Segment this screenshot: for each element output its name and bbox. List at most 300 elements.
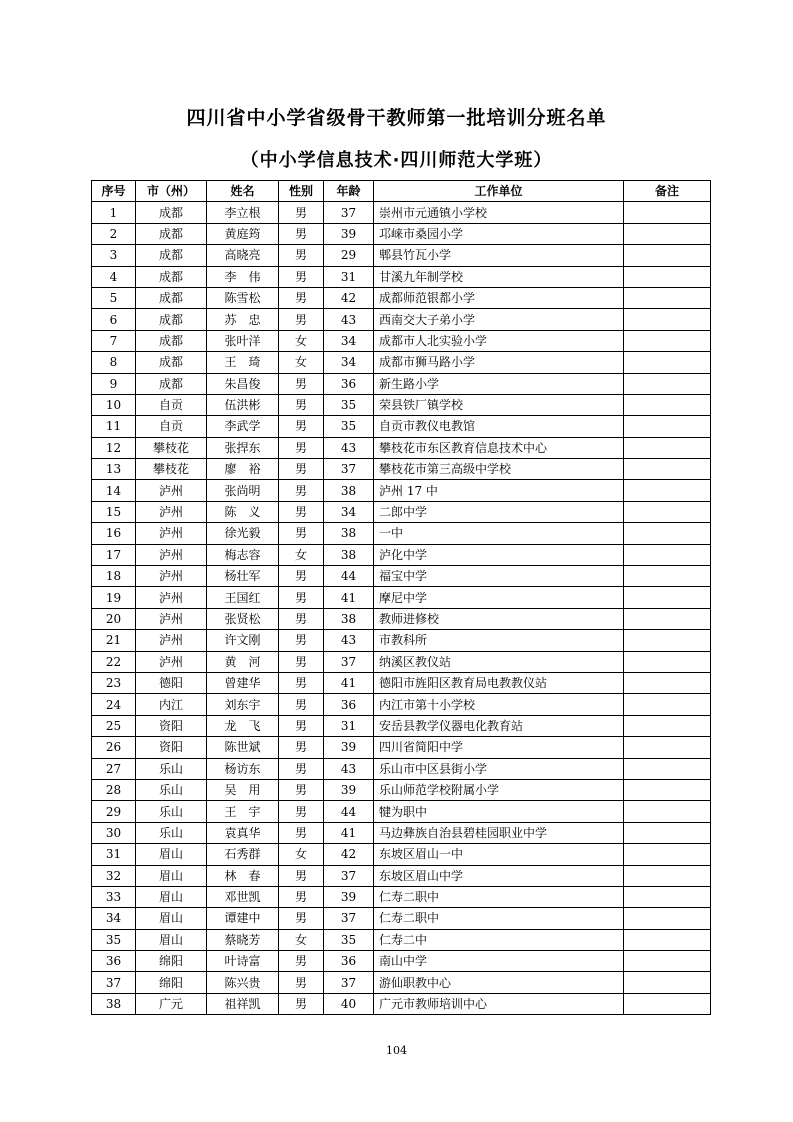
cell-name: 许文刚 [207, 630, 279, 651]
cell-name: 朱昌俊 [207, 373, 279, 394]
table-row [92, 758, 711, 779]
cell-workplace: 福宝中学 [374, 566, 624, 587]
cell-city: 乐山 [136, 822, 207, 843]
cell-index: 1 [92, 202, 136, 223]
cell-age: 44 [324, 801, 374, 822]
cell-gender: 男 [279, 758, 324, 779]
cell-city: 成都 [136, 202, 207, 223]
cell-index: 2 [92, 223, 136, 244]
cell-city: 泸州 [136, 608, 207, 629]
cell-name: 林 春 [207, 865, 279, 886]
cell-age: 40 [324, 993, 374, 1014]
table-row [92, 951, 711, 972]
cell-remarks [624, 822, 711, 843]
cell-gender: 男 [279, 437, 324, 458]
table-row [92, 929, 711, 950]
cell-remarks [624, 523, 711, 544]
page-title: 四川省中小学省级骨干教师第一批培训分班名单 [186, 107, 607, 129]
cell-index: 36 [92, 951, 136, 972]
cell-gender: 男 [279, 459, 324, 480]
cell-workplace: 乐山市中区县街小学 [374, 758, 624, 779]
cell-city: 眉山 [136, 865, 207, 886]
table-row [92, 844, 711, 865]
cell-age: 39 [324, 737, 374, 758]
cell-workplace: 攀枝花市第三高级中学校 [374, 459, 624, 480]
cell-remarks [624, 416, 711, 437]
cell-gender: 男 [279, 822, 324, 843]
cell-remarks [624, 309, 711, 330]
cell-gender: 男 [279, 608, 324, 629]
cell-remarks [624, 929, 711, 950]
cell-index: 21 [92, 630, 136, 651]
table-row [92, 587, 711, 608]
cell-age: 39 [324, 223, 374, 244]
cell-age: 38 [324, 523, 374, 544]
cell-gender: 男 [279, 480, 324, 501]
cell-age: 41 [324, 587, 374, 608]
cell-index: 8 [92, 352, 136, 373]
cell-gender: 女 [279, 929, 324, 950]
cell-name: 李武学 [207, 416, 279, 437]
cell-age: 41 [324, 672, 374, 693]
cell-gender: 男 [279, 886, 324, 907]
cell-age: 44 [324, 566, 374, 587]
cell-age: 39 [324, 779, 374, 800]
cell-remarks [624, 373, 711, 394]
cell-city: 泸州 [136, 630, 207, 651]
cell-index: 15 [92, 501, 136, 522]
cell-gender: 男 [279, 501, 324, 522]
cell-gender: 男 [279, 309, 324, 330]
cell-name: 苏 忠 [207, 309, 279, 330]
cell-remarks [624, 651, 711, 672]
cell-name: 王国红 [207, 587, 279, 608]
roster-table [91, 180, 711, 1015]
table-row [92, 330, 711, 351]
cell-city: 眉山 [136, 929, 207, 950]
cell-remarks [624, 993, 711, 1014]
cell-remarks [624, 779, 711, 800]
cell-city: 乐山 [136, 779, 207, 800]
cell-city: 泸州 [136, 587, 207, 608]
cell-gender: 男 [279, 993, 324, 1014]
cell-gender: 男 [279, 737, 324, 758]
table-row [92, 822, 711, 843]
cell-workplace: 成都师范银都小学 [374, 287, 624, 308]
cell-index: 7 [92, 330, 136, 351]
cell-name: 张尚明 [207, 480, 279, 501]
cell-index: 9 [92, 373, 136, 394]
cell-index: 37 [92, 972, 136, 993]
cell-name: 黄庭筠 [207, 223, 279, 244]
cell-workplace: 马边彝族自治县碧桂园职业中学 [374, 822, 624, 843]
cell-gender: 男 [279, 245, 324, 266]
table-row [92, 394, 711, 415]
cell-gender: 男 [279, 202, 324, 223]
cell-remarks [624, 266, 711, 287]
cell-age: 38 [324, 480, 374, 501]
cell-gender: 男 [279, 801, 324, 822]
cell-workplace: 崇州市元通镇小学校 [374, 202, 624, 223]
table-row [92, 287, 711, 308]
cell-name: 张捍东 [207, 437, 279, 458]
cell-workplace: 游仙职教中心 [374, 972, 624, 993]
cell-remarks [624, 544, 711, 565]
cell-workplace: 摩尼中学 [374, 587, 624, 608]
cell-age: 38 [324, 608, 374, 629]
table-header-row [92, 181, 711, 202]
cell-gender: 女 [279, 544, 324, 565]
cell-age: 43 [324, 309, 374, 330]
cell-index: 23 [92, 672, 136, 693]
cell-index: 19 [92, 587, 136, 608]
cell-workplace: 教师进修校 [374, 608, 624, 629]
cell-gender: 男 [279, 394, 324, 415]
table-row [92, 908, 711, 929]
cell-workplace: 仁寿二职中 [374, 886, 624, 907]
column-header-name: 姓名 [207, 181, 279, 202]
table-row [92, 630, 711, 651]
cell-remarks [624, 330, 711, 351]
cell-age: 29 [324, 245, 374, 266]
cell-remarks [624, 202, 711, 223]
column-header-index: 序号 [92, 181, 136, 202]
cell-index: 22 [92, 651, 136, 672]
table-row [92, 651, 711, 672]
cell-age: 39 [324, 886, 374, 907]
cell-gender: 男 [279, 373, 324, 394]
cell-age: 31 [324, 715, 374, 736]
cell-city: 成都 [136, 266, 207, 287]
cell-city: 成都 [136, 245, 207, 266]
cell-name: 张贤松 [207, 608, 279, 629]
cell-index: 16 [92, 523, 136, 544]
table-row [92, 672, 711, 693]
cell-age: 37 [324, 865, 374, 886]
cell-index: 11 [92, 416, 136, 437]
cell-gender: 男 [279, 523, 324, 544]
cell-city: 攀枝花 [136, 437, 207, 458]
table-row [92, 715, 711, 736]
cell-gender: 女 [279, 352, 324, 373]
cell-gender: 男 [279, 287, 324, 308]
cell-name: 龙 飞 [207, 715, 279, 736]
cell-remarks [624, 566, 711, 587]
cell-name: 蔡晓芳 [207, 929, 279, 950]
table-row [92, 373, 711, 394]
cell-remarks [624, 758, 711, 779]
cell-name: 伍洪彬 [207, 394, 279, 415]
cell-city: 成都 [136, 309, 207, 330]
cell-gender: 男 [279, 566, 324, 587]
cell-remarks [624, 844, 711, 865]
cell-remarks [624, 951, 711, 972]
cell-workplace: 自贡市教仪电教馆 [374, 416, 624, 437]
cell-remarks [624, 672, 711, 693]
cell-name: 石秀群 [207, 844, 279, 865]
table-row [92, 416, 711, 437]
cell-age: 38 [324, 544, 374, 565]
cell-age: 43 [324, 437, 374, 458]
page-number: 104 [386, 1044, 407, 1057]
cell-city: 自贡 [136, 394, 207, 415]
cell-age: 36 [324, 694, 374, 715]
table-row [92, 865, 711, 886]
cell-index: 18 [92, 566, 136, 587]
cell-workplace: 犍为职中 [374, 801, 624, 822]
cell-index: 28 [92, 779, 136, 800]
cell-name: 邓世凯 [207, 886, 279, 907]
cell-remarks [624, 352, 711, 373]
column-header-workplace: 工作单位 [374, 181, 624, 202]
cell-remarks [624, 608, 711, 629]
cell-index: 3 [92, 245, 136, 266]
cell-workplace: 纳溪区教仪站 [374, 651, 624, 672]
cell-age: 34 [324, 352, 374, 373]
cell-remarks [624, 972, 711, 993]
cell-gender: 女 [279, 330, 324, 351]
table-row [92, 245, 711, 266]
cell-city: 自贡 [136, 416, 207, 437]
table-row [92, 608, 711, 629]
cell-name: 陈 义 [207, 501, 279, 522]
cell-city: 泸州 [136, 523, 207, 544]
table-row [92, 993, 711, 1014]
cell-workplace: 东坡区眉山一中 [374, 844, 624, 865]
cell-remarks [624, 501, 711, 522]
cell-workplace: 广元市教师培训中心 [374, 993, 624, 1014]
cell-city: 眉山 [136, 844, 207, 865]
table-row [92, 459, 711, 480]
cell-name: 黄 河 [207, 651, 279, 672]
cell-age: 37 [324, 972, 374, 993]
cell-city: 攀枝花 [136, 459, 207, 480]
cell-age: 36 [324, 951, 374, 972]
cell-name: 袁真华 [207, 822, 279, 843]
cell-index: 14 [92, 480, 136, 501]
cell-workplace: 四川省简阳中学 [374, 737, 624, 758]
cell-city: 成都 [136, 330, 207, 351]
cell-age: 43 [324, 630, 374, 651]
cell-name: 张叶洋 [207, 330, 279, 351]
cell-workplace: 内江市第十小学校 [374, 694, 624, 715]
cell-city: 乐山 [136, 758, 207, 779]
cell-name: 梅志容 [207, 544, 279, 565]
table-row [92, 352, 711, 373]
cell-gender: 男 [279, 651, 324, 672]
table-row [92, 480, 711, 501]
cell-index: 33 [92, 886, 136, 907]
cell-workplace: 仁寿二职中 [374, 908, 624, 929]
cell-city: 泸州 [136, 651, 207, 672]
cell-age: 41 [324, 822, 374, 843]
cell-name: 陈世斌 [207, 737, 279, 758]
cell-remarks [624, 480, 711, 501]
cell-index: 5 [92, 287, 136, 308]
cell-age: 37 [324, 202, 374, 223]
cell-gender: 男 [279, 972, 324, 993]
table-row [92, 544, 711, 565]
table-body [92, 202, 711, 1015]
cell-workplace: 乐山师范学校附属小学 [374, 779, 624, 800]
cell-city: 广元 [136, 993, 207, 1014]
cell-remarks [624, 737, 711, 758]
cell-city: 眉山 [136, 908, 207, 929]
cell-workplace: 市教科所 [374, 630, 624, 651]
cell-age: 34 [324, 501, 374, 522]
cell-age: 35 [324, 416, 374, 437]
cell-city: 绵阳 [136, 951, 207, 972]
cell-index: 34 [92, 908, 136, 929]
cell-gender: 男 [279, 951, 324, 972]
cell-name: 吴 用 [207, 779, 279, 800]
cell-gender: 男 [279, 416, 324, 437]
cell-gender: 男 [279, 587, 324, 608]
cell-name: 廖 裕 [207, 459, 279, 480]
cell-gender: 男 [279, 630, 324, 651]
cell-name: 叶诗富 [207, 951, 279, 972]
cell-index: 12 [92, 437, 136, 458]
table-row [92, 566, 711, 587]
cell-city: 资阳 [136, 715, 207, 736]
cell-remarks [624, 245, 711, 266]
table-row [92, 779, 711, 800]
cell-workplace: 南山中学 [374, 951, 624, 972]
cell-age: 37 [324, 651, 374, 672]
cell-workplace: 泸化中学 [374, 544, 624, 565]
table-row [92, 266, 711, 287]
cell-age: 37 [324, 459, 374, 480]
cell-city: 成都 [136, 223, 207, 244]
cell-index: 20 [92, 608, 136, 629]
cell-city: 泸州 [136, 480, 207, 501]
cell-workplace: 二郎中学 [374, 501, 624, 522]
cell-index: 10 [92, 394, 136, 415]
cell-name: 王 琦 [207, 352, 279, 373]
cell-age: 43 [324, 758, 374, 779]
cell-workplace: 攀枝花市东区教育信息技术中心 [374, 437, 624, 458]
cell-age: 31 [324, 266, 374, 287]
cell-name: 李立根 [207, 202, 279, 223]
cell-workplace: 泸州 17 中 [374, 480, 624, 501]
cell-name: 杨访东 [207, 758, 279, 779]
cell-remarks [624, 801, 711, 822]
cell-gender: 男 [279, 715, 324, 736]
cell-gender: 男 [279, 672, 324, 693]
cell-remarks [624, 908, 711, 929]
cell-city: 德阳 [136, 672, 207, 693]
cell-age: 42 [324, 844, 374, 865]
cell-name: 李 伟 [207, 266, 279, 287]
cell-gender: 男 [279, 865, 324, 886]
cell-index: 17 [92, 544, 136, 565]
cell-remarks [624, 587, 711, 608]
cell-age: 36 [324, 373, 374, 394]
cell-workplace: 邛崃市桑园小学 [374, 223, 624, 244]
cell-gender: 男 [279, 223, 324, 244]
cell-workplace: 郫县竹瓦小学 [374, 245, 624, 266]
cell-workplace: 甘溪九年制学校 [374, 266, 624, 287]
cell-remarks [624, 223, 711, 244]
cell-age: 37 [324, 908, 374, 929]
cell-remarks [624, 459, 711, 480]
cell-name: 王 宇 [207, 801, 279, 822]
cell-age: 35 [324, 929, 374, 950]
cell-city: 成都 [136, 373, 207, 394]
cell-index: 29 [92, 801, 136, 822]
column-header-gender: 性别 [279, 181, 324, 202]
cell-name: 徐光毅 [207, 523, 279, 544]
cell-index: 31 [92, 844, 136, 865]
cell-index: 30 [92, 822, 136, 843]
cell-workplace: 成都市狮马路小学 [374, 352, 624, 373]
column-header-city: 市（州） [136, 181, 207, 202]
cell-index: 6 [92, 309, 136, 330]
cell-city: 绵阳 [136, 972, 207, 993]
cell-remarks [624, 886, 711, 907]
cell-remarks [624, 694, 711, 715]
cell-gender: 女 [279, 844, 324, 865]
table-row [92, 501, 711, 522]
cell-index: 24 [92, 694, 136, 715]
table-row [92, 437, 711, 458]
table-row [92, 801, 711, 822]
cell-name: 高晓亮 [207, 245, 279, 266]
cell-index: 25 [92, 715, 136, 736]
cell-workplace: 一中 [374, 523, 624, 544]
cell-gender: 男 [279, 908, 324, 929]
table-row [92, 202, 711, 223]
cell-city: 泸州 [136, 501, 207, 522]
cell-workplace: 德阳市旌阳区教育局电教教仪站 [374, 672, 624, 693]
cell-index: 35 [92, 929, 136, 950]
cell-city: 乐山 [136, 801, 207, 822]
cell-index: 26 [92, 737, 136, 758]
cell-remarks [624, 394, 711, 415]
cell-remarks [624, 630, 711, 651]
cell-city: 成都 [136, 287, 207, 308]
cell-remarks [624, 437, 711, 458]
cell-workplace: 安岳县教学仪器电化教育站 [374, 715, 624, 736]
cell-remarks [624, 287, 711, 308]
table-row [92, 309, 711, 330]
cell-name: 曾建华 [207, 672, 279, 693]
cell-city: 眉山 [136, 886, 207, 907]
cell-name: 刘东宇 [207, 694, 279, 715]
column-header-remarks: 备注 [624, 181, 711, 202]
cell-city: 成都 [136, 352, 207, 373]
cell-workplace: 新生路小学 [374, 373, 624, 394]
cell-workplace: 荣县铁厂镇学校 [374, 394, 624, 415]
cell-workplace: 西南交大子弟小学 [374, 309, 624, 330]
cell-name: 谭建中 [207, 908, 279, 929]
cell-city: 泸州 [136, 566, 207, 587]
cell-index: 27 [92, 758, 136, 779]
cell-name: 陈兴贵 [207, 972, 279, 993]
cell-index: 32 [92, 865, 136, 886]
cell-age: 35 [324, 394, 374, 415]
column-header-age: 年龄 [324, 181, 374, 202]
cell-age: 42 [324, 287, 374, 308]
cell-remarks [624, 715, 711, 736]
cell-workplace: 仁寿二中 [374, 929, 624, 950]
cell-workplace: 东坡区眉山中学 [374, 865, 624, 886]
table-row [92, 737, 711, 758]
cell-gender: 男 [279, 694, 324, 715]
cell-name: 祖祥凯 [207, 993, 279, 1014]
table-row [92, 694, 711, 715]
table-row [92, 972, 711, 993]
